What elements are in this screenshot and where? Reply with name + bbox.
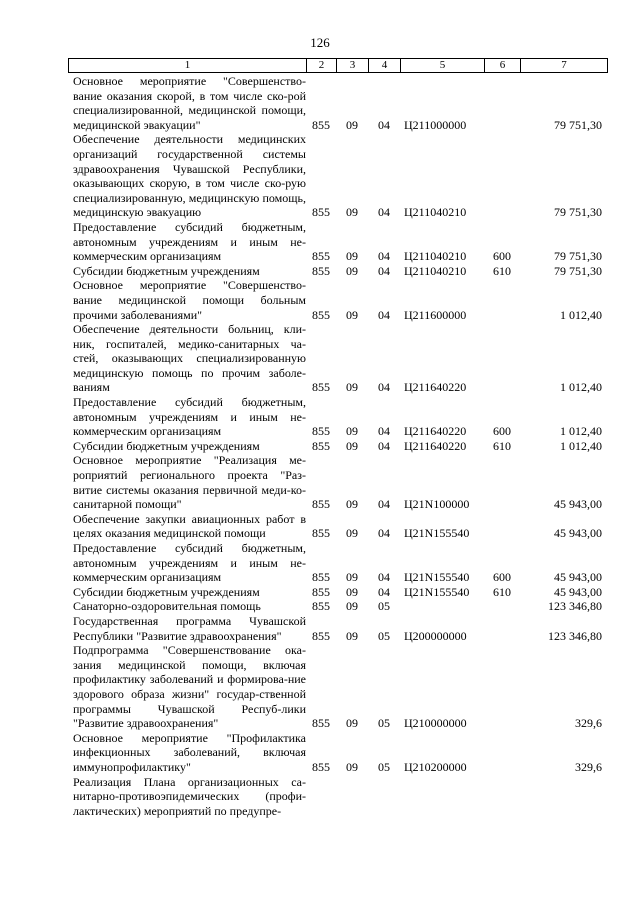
row-amount: 45 943,00 [554,584,602,599]
row-ministry-code: 855 [312,117,330,132]
row-amount: 79 751,30 [554,249,602,264]
row-subsection: 05 [378,716,390,731]
row-ministry-code: 855 [312,263,330,278]
row-subsection: 04 [378,380,390,395]
row-description: Обеспечение закупки авиационных работ в целях оказания медицинской помощи [73,511,306,541]
table-row [68,74,606,132]
table-row [68,278,606,322]
row-target-article: Ц21N155540 [404,570,470,585]
row-target-article: Ц21N155540 [404,526,470,541]
row-section: 09 [346,628,358,643]
table-row [68,322,606,395]
table-row [68,453,606,511]
header-cell-4: 4 [369,59,401,72]
row-amount: 45 943,00 [554,570,602,585]
table-row [68,585,606,600]
row-subsection: 04 [378,497,390,512]
row-amount: 1 012,40 [560,438,602,453]
row-target-article: Ц210000000 [404,716,467,731]
row-subsection: 04 [378,584,390,599]
row-target-article: Ц211640220 [404,424,467,439]
header-cell-6: 6 [485,59,521,72]
header-cell-7: 7 [561,59,567,71]
row-description: Субсидии бюджетным учреждениям [73,584,260,599]
row-section: 09 [346,759,358,774]
table-row [68,731,606,775]
row-description: Предоставление субсидий бюджетным, автономным учреждениям и иным не-коммерческим организациям [73,219,306,264]
row-target-article: Ц211600000 [404,307,467,322]
row-ministry-code: 855 [312,570,330,585]
row-subsection: 04 [378,307,390,322]
row-ministry-code: 855 [312,307,330,322]
row-section: 09 [346,570,358,585]
row-subsection: 04 [378,205,390,220]
row-target-article: Ц211040210 [404,249,467,264]
row-target-article: Ц211040210 [404,205,467,220]
table-row [68,264,606,279]
row-expense-type: 600 [493,249,511,264]
row-subsection: 04 [378,570,390,585]
row-target-article: Ц211000000 [404,117,467,132]
row-amount: 79 751,30 [554,117,602,132]
row-section: 09 [346,249,358,264]
row-section: 09 [346,497,358,512]
row-description: Предоставление субсидий бюджетным, автономным учреждениям и иным не-коммерческим организациям [73,541,306,585]
row-description: Основное мероприятие "Профилактика инфекционных заболеваний, включая иммунопрофилактику" [73,730,306,774]
row-ministry-code: 855 [312,249,330,264]
row-subsection: 05 [378,599,390,614]
row-amount: 329,6 [575,716,602,731]
row-target-article: Ц211640220 [404,438,467,453]
row-description: Санаторно-оздоровительная помощь [73,599,261,614]
row-section: 09 [346,380,358,395]
row-amount: 1 012,40 [560,307,602,322]
row-section: 09 [346,584,358,599]
row-target-article: Ц21N100000 [404,497,470,512]
table-row [68,541,606,585]
row-subsection: 04 [378,424,390,439]
header-cell-2: 2 [307,59,337,72]
row-description: Реализация Плана организационных са-нитарно-противоэпидемических (профи-лактических) мероприятий по предупре- [73,774,306,818]
row-ministry-code: 855 [312,497,330,512]
row-ministry-code: 855 [312,716,330,731]
row-description: Субсидии бюджетным учреждениям [73,263,260,278]
row-amount: 1 012,40 [560,424,602,439]
row-ministry-code: 855 [312,584,330,599]
table-row [68,439,606,454]
row-amount: 79 751,30 [554,263,602,278]
row-ministry-code: 855 [312,526,330,541]
row-section: 09 [346,117,358,132]
row-subsection: 04 [378,263,390,278]
row-amount: 123 346,80 [548,628,602,643]
row-subsection: 05 [378,628,390,643]
row-section: 09 [346,526,358,541]
row-section: 09 [346,716,358,731]
row-subsection: 04 [378,438,390,453]
table-row [68,614,606,643]
row-target-article: Ц21N155540 [404,584,470,599]
header-cell-1: 1 [69,59,307,72]
row-ministry-code: 855 [312,599,330,614]
row-expense-type: 610 [493,438,511,453]
row-target-article: Ц200000000 [404,628,467,643]
row-subsection: 04 [378,526,390,541]
header-cell-5: 5 [401,59,485,72]
row-subsection: 04 [378,117,390,132]
row-description: Подпрограмма "Совершенствование ока-зания медицинской помощи, включая профилактику заболеваний и формирова-ние здорового образа жизни" государ-ственной программы Чувашской Респуб-лики "Развитие здравоохранения" [73,643,306,731]
row-description: Основное мероприятие "Совершенство-вание медицинской помощи больным прочими заболеваниями" [73,278,306,322]
row-description: Основное мероприятие "Совершенство-вание оказания скорой, в том числе ско-рой специализированной, медицинской помощи, медицинской эвакуации" [73,74,306,132]
header-cell-3: 3 [337,59,369,72]
row-section: 09 [346,263,358,278]
row-expense-type: 610 [493,584,511,599]
row-ministry-code: 855 [312,205,330,220]
row-description: Субсидии бюджетным учреждениям [73,438,260,453]
table-row [68,599,606,614]
row-description: Государственная программа Чувашской Республики "Развитие здравоохранения" [73,613,306,643]
row-expense-type: 610 [493,263,511,278]
table-row [68,220,606,264]
row-section: 09 [346,438,358,453]
table-row [68,512,606,541]
row-amount: 45 943,00 [554,526,602,541]
table-body [68,74,606,818]
row-section: 09 [346,205,358,220]
row-ministry-code: 855 [312,380,330,395]
table-row [68,395,606,439]
row-amount: 1 012,40 [560,380,602,395]
row-ministry-code: 855 [312,424,330,439]
row-target-article: Ц210200000 [404,759,467,774]
row-amount: 123 346,80 [548,599,602,614]
row-expense-type: 600 [493,570,511,585]
row-section: 09 [346,599,358,614]
row-description: Предоставление субсидий бюджетным, автономным учреждениям и иным не-коммерческим организациям [73,395,306,439]
row-amount: 45 943,00 [554,497,602,512]
table-row [68,132,606,220]
row-ministry-code: 855 [312,438,330,453]
table-row [68,643,606,731]
row-amount: 329,6 [575,759,602,774]
row-expense-type: 600 [493,424,511,439]
row-target-article: Ц211640220 [404,380,467,395]
row-ministry-code: 855 [312,759,330,774]
row-target-article: Ц211040210 [404,263,467,278]
row-section: 09 [346,307,358,322]
row-amount: 79 751,30 [554,205,602,220]
row-section: 09 [346,424,358,439]
row-description: Обеспечение деятельности больниц, кли-ник, госпиталей, медико-санитарных ча-стей, оказывающих специализированную медицинскую помощь по прочим заболе-ваниям [73,322,306,395]
row-subsection: 05 [378,759,390,774]
row-description: Основное мероприятие "Реализация ме-роприятий регионального проекта "Раз-витие системы оказания первичной меди-ко-санитарной помощи" [73,453,306,512]
page-number: 126 [310,35,330,50]
row-subsection: 04 [378,249,390,264]
table-header [68,58,608,73]
row-description: Обеспечение деятельности медицинских организаций государственной системы здравоохранения Чувашской Республики, оказывающих скорую, в том числе ско-рую специализированную, медицинскую помощь, медицинскую эвакуацию [73,132,306,220]
row-ministry-code: 855 [312,628,330,643]
table-row [68,775,606,819]
